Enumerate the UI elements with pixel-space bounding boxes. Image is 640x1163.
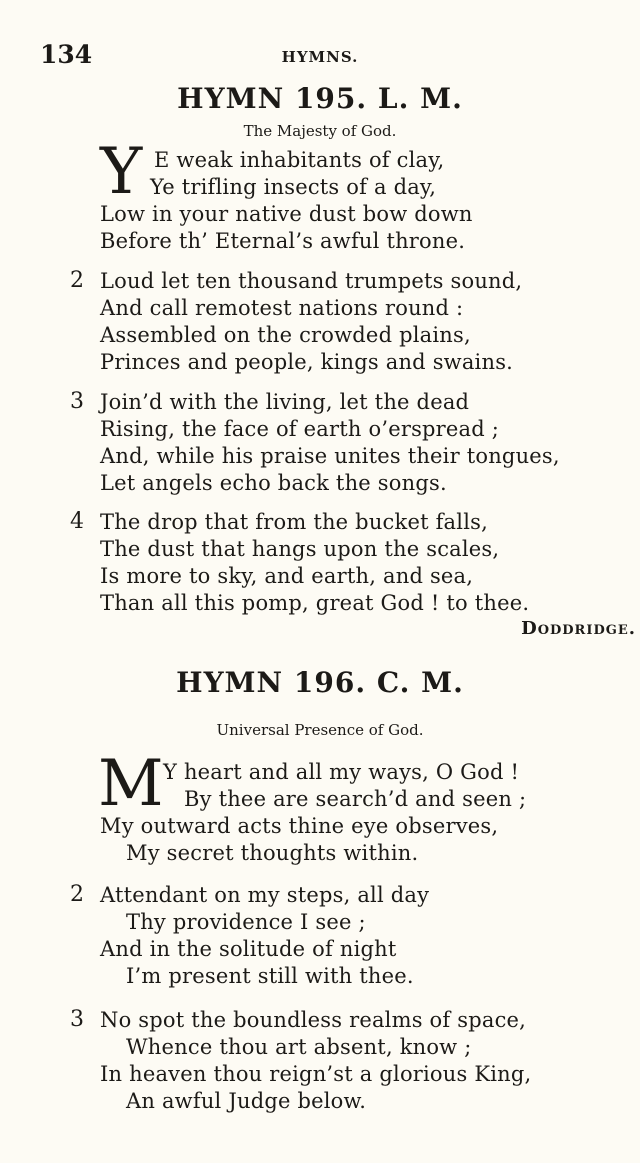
drop-cap: M bbox=[98, 747, 164, 821]
verse-line: Loud let ten thousand trumpets sound, bbox=[100, 269, 523, 293]
stanza-number: 2 bbox=[70, 268, 84, 293]
hymn-subtitle: The Majesty of God. bbox=[243, 122, 397, 140]
verse-line: Princes and people, kings and swains. bbox=[100, 350, 514, 374]
verse-line: No spot the boundless realms of space, bbox=[100, 1008, 527, 1032]
verse-line: Y heart and all my ways, O God ! bbox=[163, 760, 520, 784]
verse-line: And in the solitude of night bbox=[100, 937, 397, 961]
stanza-number: 3 bbox=[70, 1007, 84, 1032]
verse-line: My outward acts thine eye observes, bbox=[100, 814, 499, 838]
verse-line: Rising, the face of earth o’erspread ; bbox=[100, 417, 500, 441]
author-attribution: Doddridge. bbox=[521, 618, 636, 639]
verse-line: My secret thoughts within. bbox=[126, 841, 419, 865]
verse-line: E weak inhabitants of clay, bbox=[154, 148, 445, 172]
verse-line: Join’d with the living, let the dead bbox=[100, 390, 470, 414]
running-head: HYMNS. bbox=[281, 48, 359, 66]
verse-line: Attendant on my steps, all day bbox=[100, 883, 430, 907]
verse-line: In heaven thou reign’st a glorious King, bbox=[100, 1062, 532, 1086]
verse-line: Ye trifling insects of a day, bbox=[150, 175, 437, 199]
verse-line: Assembled on the crowded plains, bbox=[100, 323, 471, 347]
verse-line: Let angels echo back the songs. bbox=[100, 471, 447, 495]
stanza-number: 3 bbox=[70, 389, 84, 414]
verse-line: Whence thou art absent, know ; bbox=[126, 1035, 472, 1059]
verse-line: By thee are search’d and seen ; bbox=[184, 787, 527, 811]
hymn-title: HYMN 195. L. M. bbox=[177, 82, 463, 115]
verse-line: The dust that hangs upon the scales, bbox=[100, 537, 500, 561]
verse-line: Is more to sky, and earth, and sea, bbox=[100, 564, 474, 588]
verse-line: The drop that from the bucket falls, bbox=[100, 510, 488, 534]
verse-line: I’m present still with thee. bbox=[126, 964, 414, 988]
verse-line: Than all this pomp, great God ! to thee. bbox=[100, 591, 530, 615]
page-header bbox=[0, 36, 640, 76]
verse-line: Before th’ Eternal’s awful throne. bbox=[100, 229, 466, 253]
drop-cap: Y bbox=[100, 135, 143, 209]
stanza-number: 2 bbox=[70, 882, 84, 907]
page-number: 134 bbox=[40, 40, 93, 69]
verse-line: Thy providence I see ; bbox=[126, 910, 366, 934]
stanza-number: 4 bbox=[70, 509, 84, 534]
verse-line: An awful Judge below. bbox=[126, 1089, 367, 1113]
hymn-title: HYMN 196. C. M. bbox=[176, 666, 464, 699]
verse-line: Low in your native dust bow down bbox=[100, 202, 473, 226]
verse-line: And, while his praise unites their tongues, bbox=[100, 444, 560, 468]
verse-line: And call remotest nations round : bbox=[100, 296, 464, 320]
hymn-subtitle: Universal Presence of God. bbox=[216, 721, 424, 739]
